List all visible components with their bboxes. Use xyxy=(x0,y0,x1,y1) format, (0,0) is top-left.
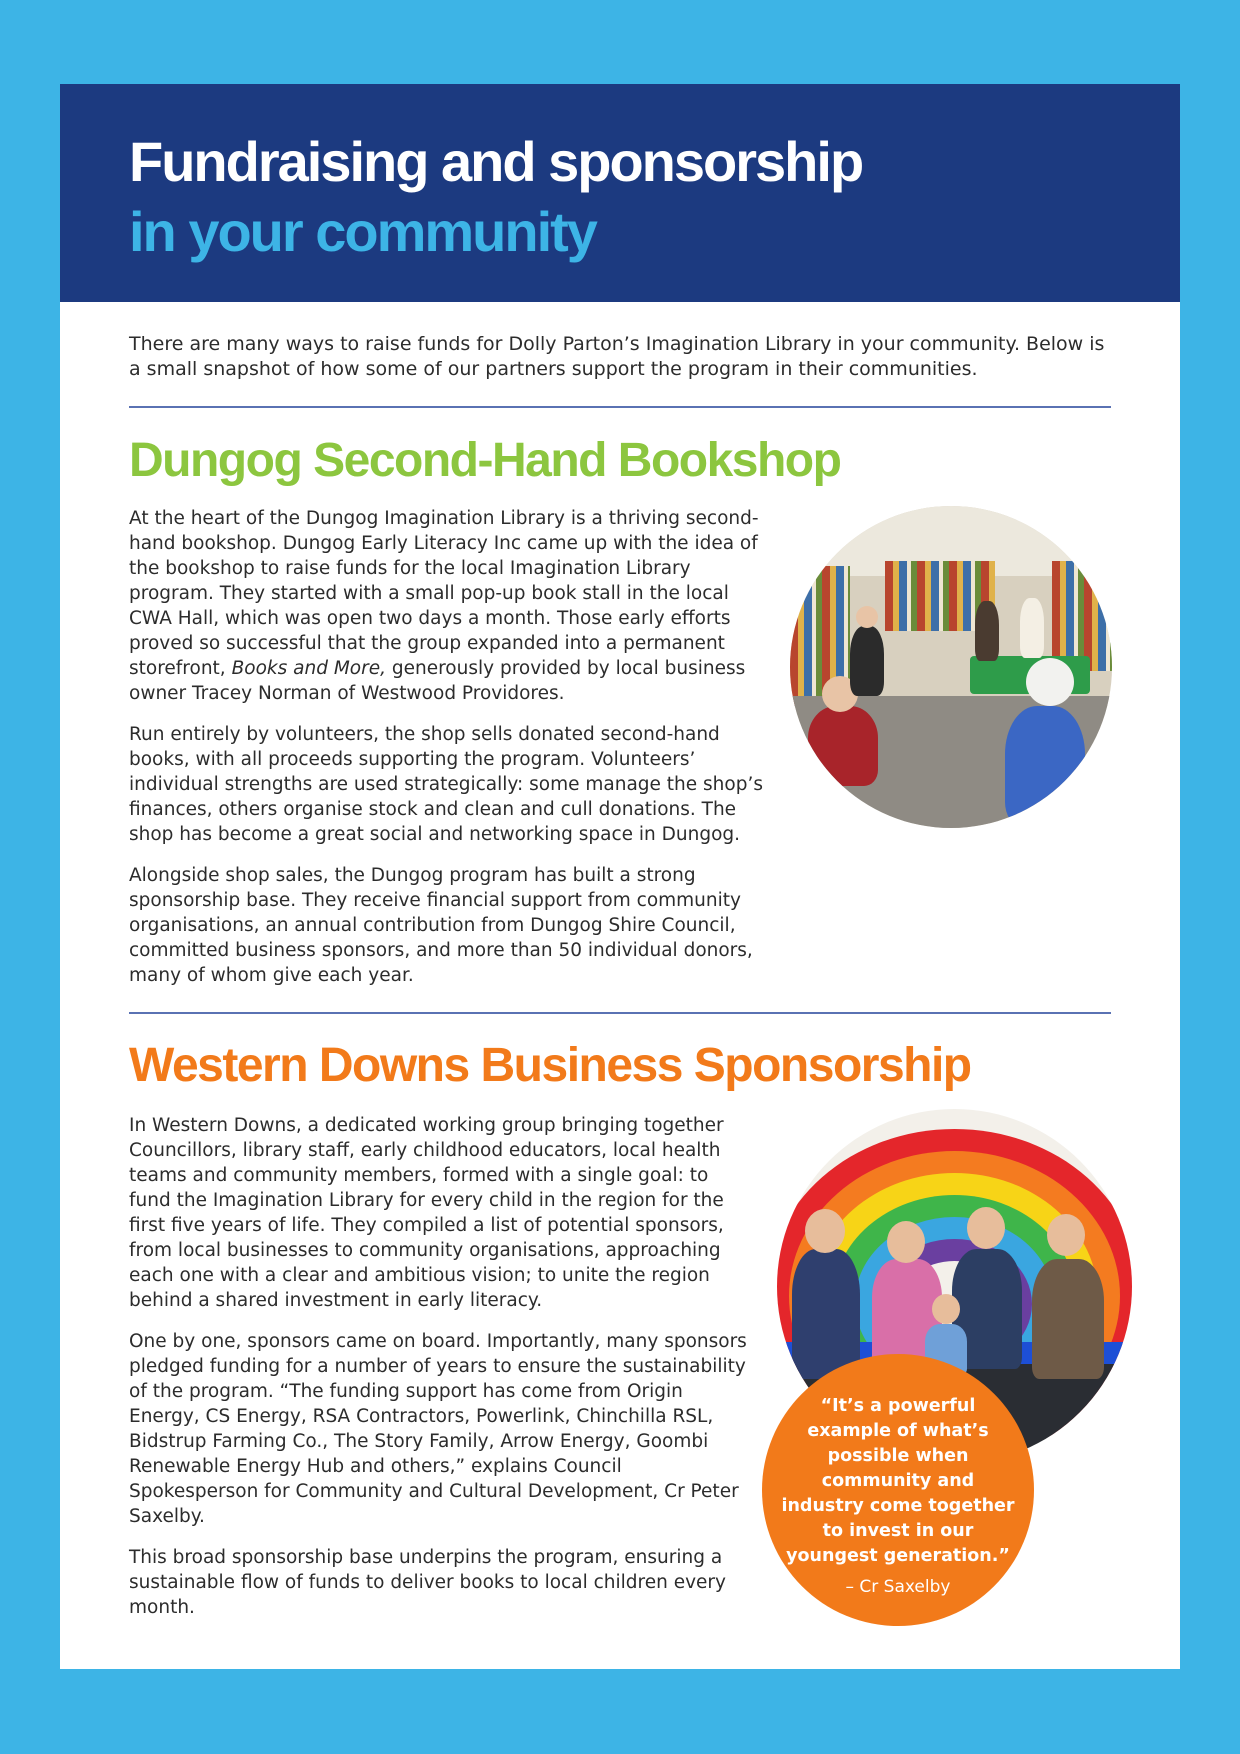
paragraph: Run entirely by volunteers, the shop sells donated second-hand books, with all proceeds supporting the program. Volunteers’ individual strengths are used strategically: some manage the shop’s finances, others organise stock and clean and cull donations. The shop has become a great social and networking space in Dungog. xyxy=(129,724,763,845)
quote-attribution: – Cr Saxelby xyxy=(845,1577,951,1597)
header-banner xyxy=(60,84,1180,302)
intro-paragraph: There are many ways to raise funds for Dolly Parton’s Imagination Library in your community. Below is a small snapshot of how some of our partners support the program in their communities. xyxy=(129,333,1105,380)
storefront-name: Books and More, xyxy=(231,658,386,679)
paragraph: Alongside shop sales, the Dungog program has built a strong sponsorship base. They receive financial support from community organisations, an annual contribution from Dungog Shire Council, committed business sponsors, and more than 50 individual donors, many of whom give each year. xyxy=(129,865,753,986)
paragraph: One by one, sponsors came on board. Importantly, many sponsors pledged funding for a number of years to ensure the sustainability of the program. “The funding support has come from Origin Energy, CS Energy, RSA Contractors, Powerlink, Chinchilla RSL, Bidstrup Farming Co., The Story Family, Arrow Energy, Goombi Renewable Energy Hub and others,” explains Council Spokesperson for Community and Cultural Development, Cr Peter Saxelby. xyxy=(129,1331,747,1527)
section-heading-western-downs: Western Downs Business Sponsorship xyxy=(129,1039,971,1092)
paragraph-text: At the heart of the Dungog Imagination Library is a thriving second-hand bookshop. Dungog Early Literacy Inc came up with the idea of the bookshop to raise funds for the local Imagination Library program. They started with a small pop-up book stall in the local CWA Hall, which was open two days a month. Those early efforts proved so successful that the group expanded into a permanent storefront, xyxy=(129,508,759,679)
page-title: Fundraising and sponsorship xyxy=(129,130,863,193)
paragraph xyxy=(129,506,769,706)
quote-callout xyxy=(762,1354,1034,1626)
section-divider xyxy=(129,1012,1111,1014)
bookshop-photo xyxy=(790,506,1112,828)
section-heading-dungog: Dungog Second-Hand Bookshop xyxy=(129,434,841,487)
paragraph: In Western Downs, a dedicated working group bringing together Councillors, library staff, early childhood educators, local health teams and community members, formed with a single goal: to fund the Imagination Library for every child in the region for the first five years of life. They compiled a list of potential sponsors, from local businesses to community organisations, approaching each one with a clear and ambitious vision; to unite the region behind a shared investment in early literacy. xyxy=(129,1115,724,1311)
section-body-dungog xyxy=(129,506,769,1004)
page-subtitle: in your community xyxy=(129,200,596,263)
quote-text: “It’s a powerful example of what’s possible when community and industry come together to invest in our youngest generation.” xyxy=(781,1396,1015,1566)
page xyxy=(60,84,1180,1669)
section-divider xyxy=(129,406,1111,408)
section-body-western-downs xyxy=(129,1113,754,1636)
paragraph-text: generously provided by local business owner Tracey Norman of Westwood Providores. xyxy=(129,658,746,704)
paragraph: This broad sponsorship base underpins the program, ensuring a sustainable flow of funds to deliver books to local children every month. xyxy=(129,1547,726,1618)
